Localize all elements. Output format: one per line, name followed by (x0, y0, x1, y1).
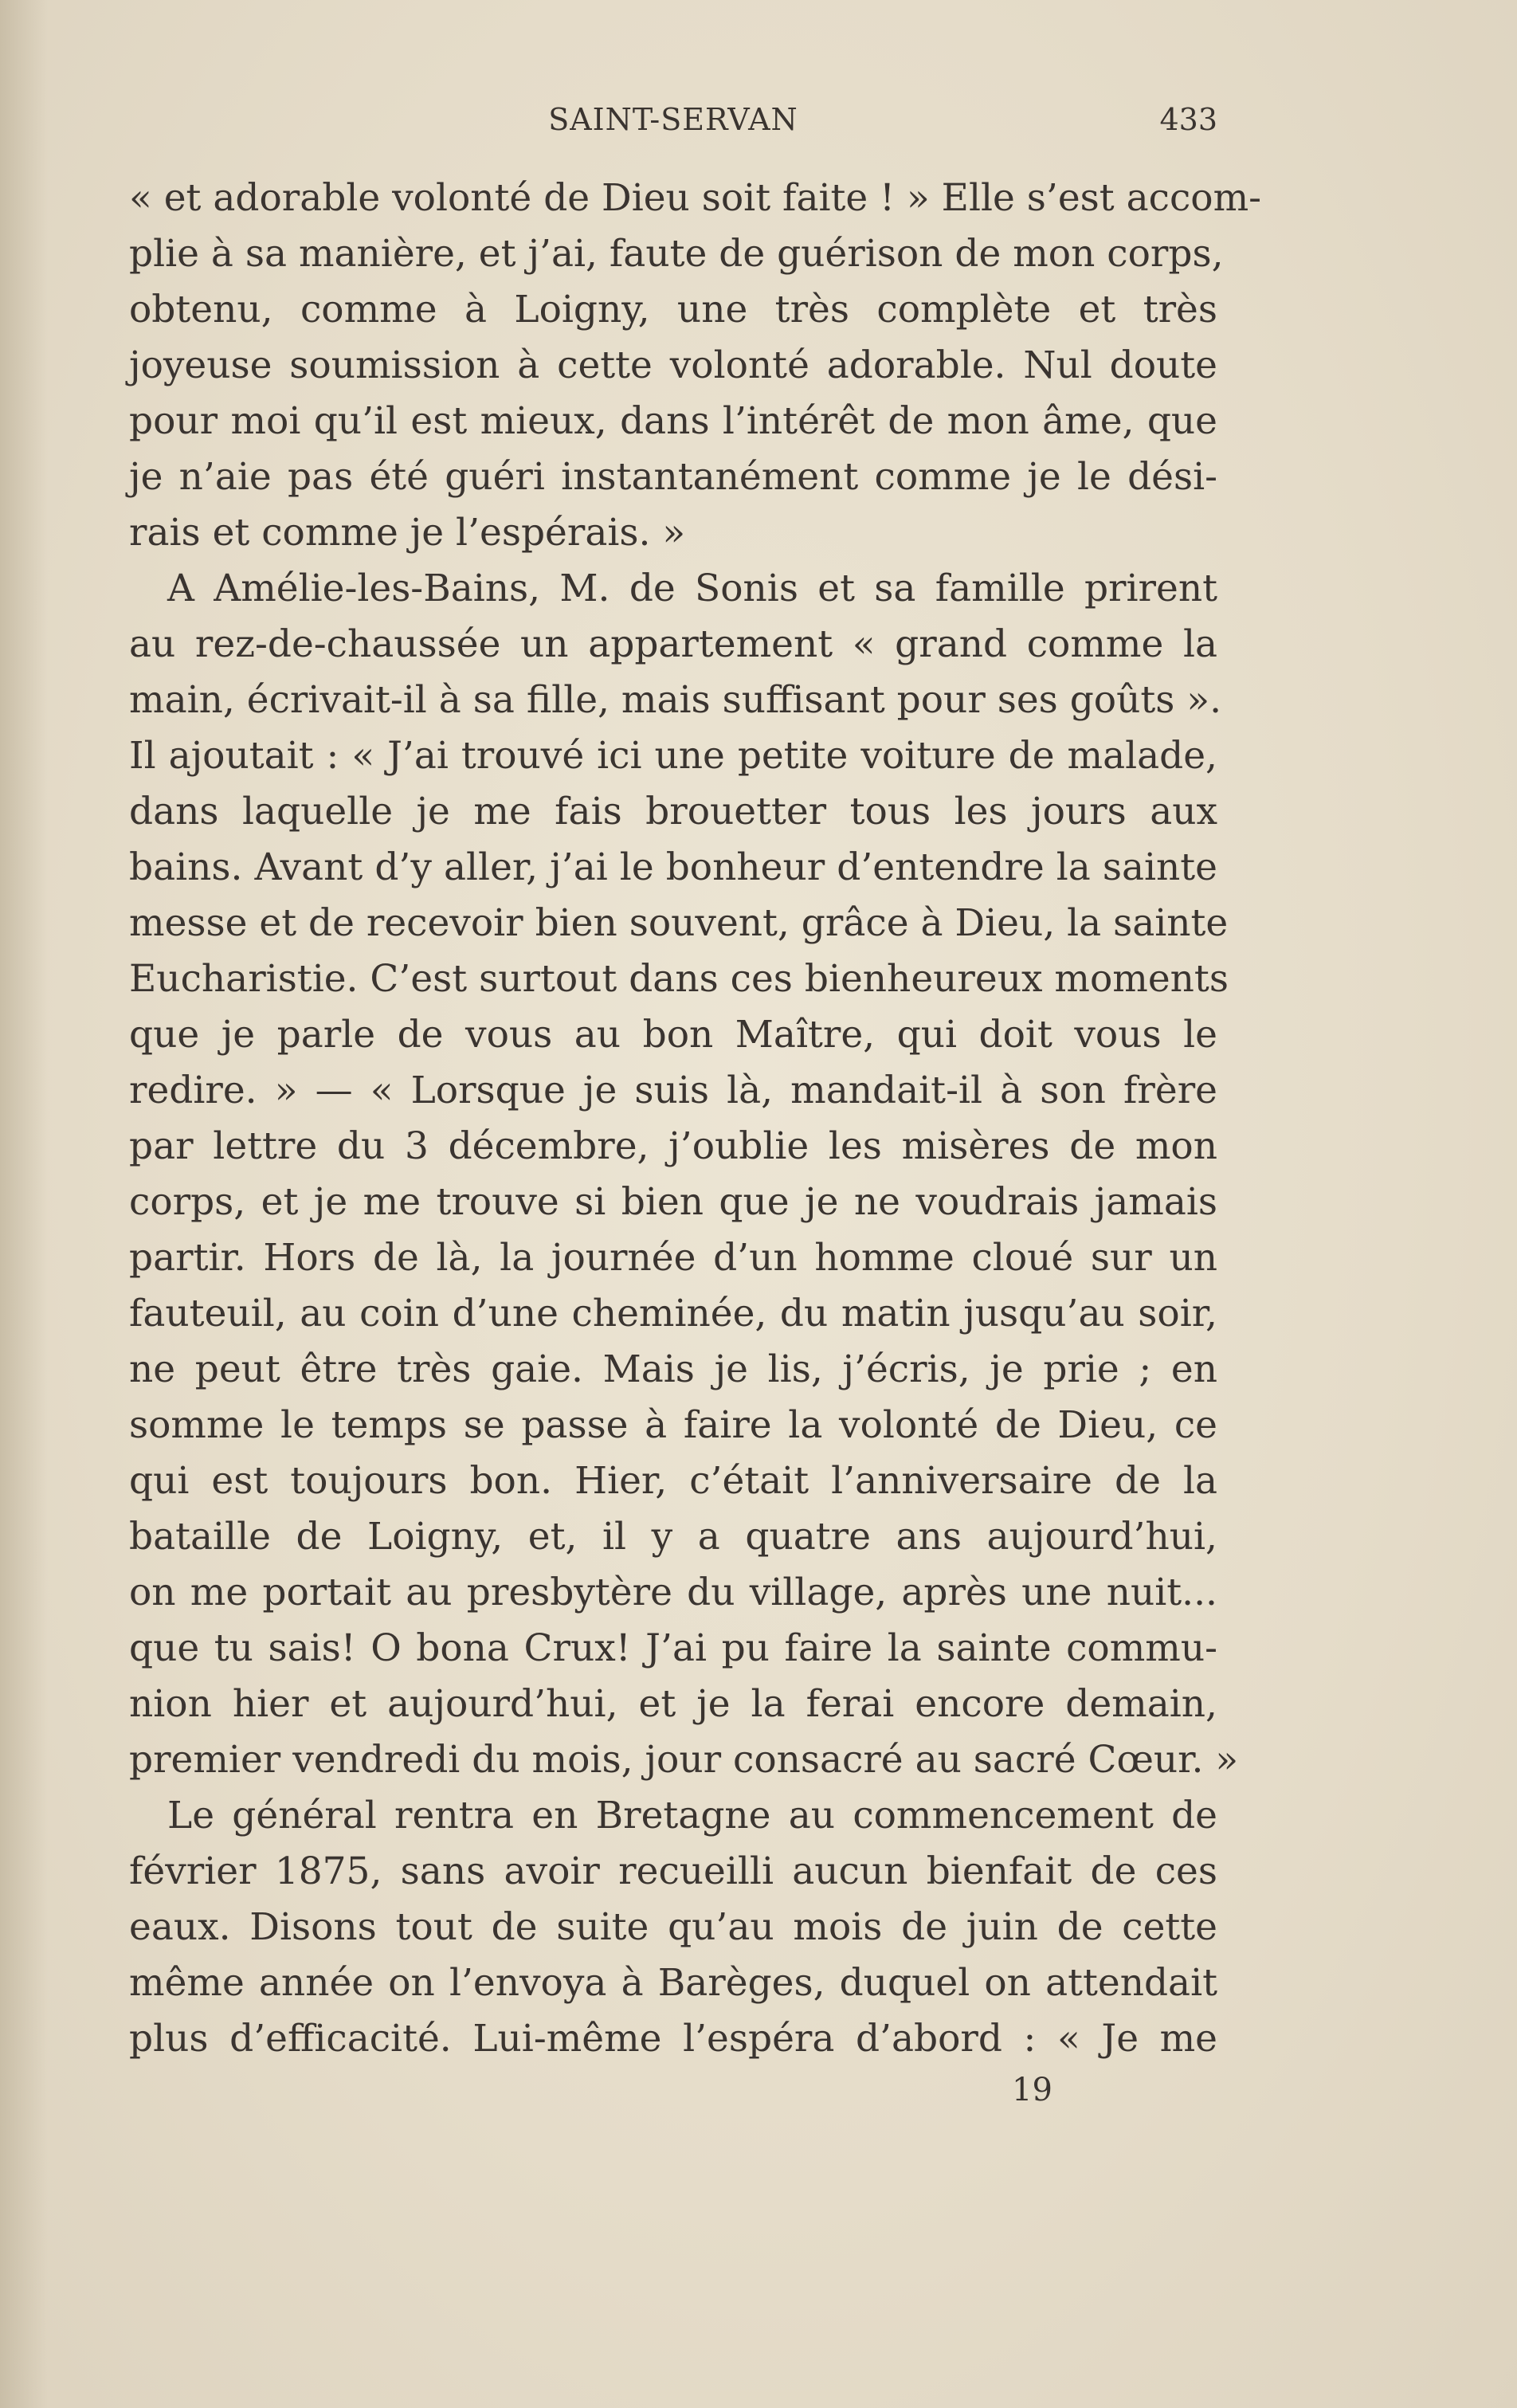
text-line: même année on l’envoya à Barèges, duquel on attendait (129, 1961, 1217, 2005)
text-line-content: Le général rentra en Bretagne au commencement de (167, 1794, 1217, 1837)
text-line: eaux. Disons tout de suite qu’au mois de juin de cette (129, 1905, 1217, 1949)
text-line: redire. » — « Lorsque je suis là, mandait-il à son frère (129, 1069, 1217, 1112)
text-line: plus d’efficacité. Lui-même l’espéra d’abord : « Je me (129, 2017, 1217, 2061)
text-line: messe et de recevoir bien souvent, grâce à Dieu, la sainte (129, 901, 1229, 945)
text-line: pour moi qu’il est mieux, dans l’intérêt de mon âme, que (129, 399, 1217, 443)
text-line: au rez-de-chaussée un appartement « grand comme la (129, 622, 1217, 666)
running-title: SAINT-SERVAN (548, 102, 798, 137)
text-line: joyeuse soumission à cette volonté adorable. Nul doute (129, 343, 1217, 387)
text-line: somme le temps se passe à faire la volonté de Dieu, ce (129, 1403, 1217, 1447)
text-line: bataille de Loigny, et, il y a quatre ans aujourd’hui, (129, 1515, 1217, 1559)
text-line: par lettre du 3 décembre, j’oublie les misères de mon (129, 1124, 1217, 1168)
text-line: premier vendredi du mois, jour consacré au sacré Cœur. » (129, 1738, 1239, 1782)
text-line: nion hier et aujourd’hui, et je la ferai encore demain, (129, 1682, 1217, 1726)
text-line: qui est toujours bon. Hier, c’était l’anniversaire de la (129, 1459, 1217, 1503)
text-line-content: A Amélie-les-Bains, M. de Sonis et sa famille prirent (167, 567, 1217, 610)
text-line: Il ajoutait : « J’ai trouvé ici une petite voiture de malade, (129, 734, 1217, 778)
text-line: dans laquelle je me fais brouetter tous les jours aux (129, 790, 1217, 833)
text-line: que tu sais! O bona Crux! J’ai pu faire la sainte commu- (129, 1626, 1217, 1670)
text-line: Eucharistie. C’est surtout dans ces bienheureux moments (129, 957, 1229, 1001)
text-line (129, 1788, 1217, 1844)
page-header (129, 102, 1217, 150)
gutter-shadow (0, 0, 48, 2408)
page-number: 433 (1159, 102, 1217, 137)
text-line: main, écrivait-il à sa fille, mais suffisant pour ses goûts ». (129, 678, 1222, 722)
text-line: que je parle de vous au bon Maître, qui doit vous le (129, 1013, 1217, 1057)
text-line (129, 561, 1217, 617)
text-line: ne peut être très gaie. Mais je lis, j’écris, je prie ; en (129, 1347, 1217, 1391)
text-line: plie à sa manière, et j’ai, faute de guérison de mon corps, (129, 232, 1224, 276)
text-line: rais et comme je l’espérais. » (129, 511, 686, 555)
signature-mark: 19 (1012, 2072, 1052, 2108)
text-line: obtenu, comme à Loigny, une très complète et très (129, 288, 1217, 331)
text-line: « et adorable volonté de Dieu soit faite ! » Elle s’est accom- (129, 176, 1262, 220)
text-line: février 1875, sans avoir recueilli aucun bienfait de ces (129, 1849, 1217, 1893)
text-line: fauteuil, au coin d’une cheminée, du matin jusqu’au soir, (129, 1292, 1217, 1335)
text-line: je n’aie pas été guéri instantanément comme je le dési- (129, 455, 1217, 499)
text-line: on me portait au presbytère du village, après une nuit... (129, 1571, 1217, 1614)
body-text (129, 171, 1262, 2067)
text-line: partir. Hors de là, la journée d’un homme cloué sur un (129, 1236, 1217, 1280)
text-line: bains. Avant d’y aller, j’ai le bonheur d’entendre la sainte (129, 845, 1217, 889)
text-line: corps, et je me trouve si bien que je ne voudrais jamais (129, 1180, 1217, 1224)
